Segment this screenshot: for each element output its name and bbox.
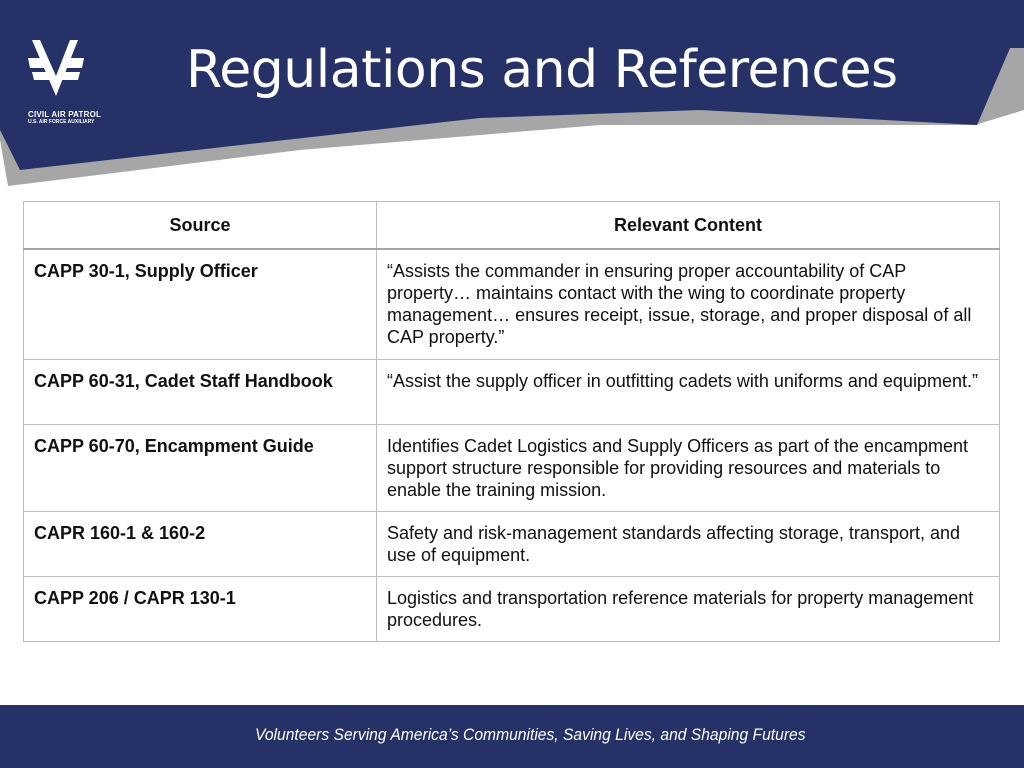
content-cell: “Assist the supply officer in outfitting cadets with uniforms and equipment.”: [377, 359, 1000, 424]
header-banner: [0, 0, 1024, 200]
table-row: [24, 249, 1000, 359]
table-row: [24, 424, 1000, 511]
source-cell: CAPP 30-1, Supply Officer: [24, 249, 377, 359]
content-cell: “Assists the commander in ensuring proper accountability of CAP property… maintains contact with the wing to coordinate property management… ensures receipt, issue, storage, and proper disposal of all CAP property.”: [377, 249, 1000, 359]
cap-wings-icon: [22, 36, 92, 106]
table-row: [24, 359, 1000, 424]
column-header-source: Source: [24, 202, 377, 250]
logo-text-civil-air-patrol: CIVIL AIR PATROL: [28, 110, 102, 119]
source-cell: CAPP 206 / CAPR 130-1: [24, 576, 377, 641]
slide-title: Regulations and References: [186, 40, 898, 100]
table-row: [24, 511, 1000, 576]
content-cell: Safety and risk-management standards affecting storage, transport, and use of equipment.: [377, 511, 1000, 576]
column-header-relevant-content: Relevant Content: [377, 202, 1000, 250]
table-header-row: [24, 202, 1000, 250]
content-cell: Logistics and transportation reference materials for property management procedures.: [377, 576, 1000, 641]
references-table: [23, 201, 1000, 642]
table-row: [24, 576, 1000, 641]
source-cell: CAPP 60-70, Encampment Guide: [24, 424, 377, 511]
footer-tagline: Volunteers Serving America’s Communities, Saving Lives, and Shaping Futures: [255, 725, 806, 744]
source-cell: CAPP 60-31, Cadet Staff Handbook: [24, 359, 377, 424]
logo-text-auxiliary: U.S. AIR FORCE AUXILIARY: [28, 119, 95, 125]
source-cell: CAPR 160-1 & 160-2: [24, 511, 377, 576]
civil-air-patrol-logo: [22, 36, 102, 132]
content-cell: Identifies Cadet Logistics and Supply Officers as part of the encampment support structure responsible for providing resources and materials to enable the training mission.: [377, 424, 1000, 511]
